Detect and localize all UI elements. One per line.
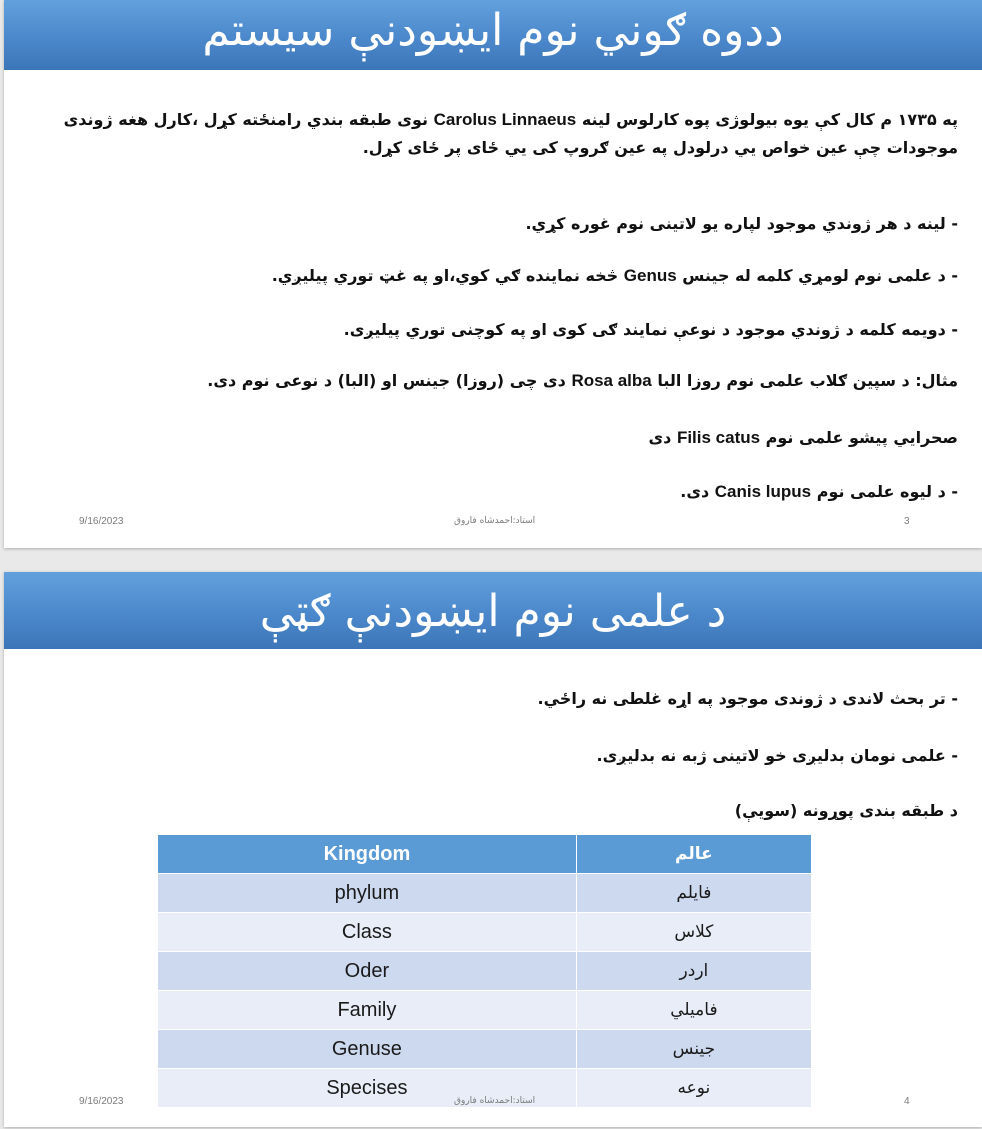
example-felis: صحرایي پیشو علمی نوم Filis catus دی [648,428,958,447]
cell-en: Oder [158,952,577,991]
bullet-1: - لینه د هر ژوندي موجود لپاره یو لاتینی نوم غوره کړي. [525,214,958,233]
table-row [158,874,812,913]
cell-ps: نوعه [576,1069,811,1108]
header-cell-ps: عالم [576,835,811,874]
taxonomy-table [157,834,812,1108]
slide-body [28,689,958,789]
footer-author: استاد:احمدشاه فاروق [454,516,536,526]
cell-en: phylum [158,874,577,913]
cell-ps: فامیلي [576,991,811,1030]
slide-3 [4,0,982,548]
footer-date: 9/16/2023 [79,1096,124,1107]
slide-4 [4,572,982,1127]
table-row [158,952,812,991]
table-header-row [158,835,812,874]
table-row [158,991,812,1030]
example-rosa: مثال: د سپین ګلاب علمی نوم روزا البا Rosa alba دی چی (روزا) جینس او (البا) د نوعی نوم دی. [207,371,958,390]
cell-ps: اردر [576,952,811,991]
table-row [158,1030,812,1069]
intro-paragraph [28,106,958,162]
linnaeus-name: Carolus Linnaeus [433,110,577,129]
cell-ps: جینس [576,1030,811,1069]
slide-title: د علمی نوم ایښودنې ګټې [4,572,982,649]
table-heading: د طبقه بندی پوړونه (سویې) [734,801,958,820]
bullet-1: - تر بحث لاندی د ژوندی موجود په اړه غلطی نه راځي. [537,689,958,708]
cell-en: Class [158,913,577,952]
example-canis: - د لیوه علمی نوم Canis lupus دی. [680,482,958,501]
intro-text-2: نوی طبقه بندي رامنځته کړل ،کارل هغه ژوندی موجودات چې عین خواص یي درلودل په عین ګروپ کی یي ځای پر ځای کړل. [63,110,958,157]
intro-text-1: په ۱۷۳۵ م کال کې یوه بیولوژی پوه کارلوس لینه [581,110,958,129]
table-row [158,913,812,952]
slide-title: ددوه ګوني نوم ایښودنې سیستم [4,0,982,70]
cell-ps: فایلم [576,874,811,913]
footer-page-number: 3 [904,516,910,527]
bullet-3: - دویمه کلمه د ژوندي موجود د نوعې نمایند ګی کوی او په کوچنی توري پیلیږی. [343,320,958,339]
cell-ps: کلاس [576,913,811,952]
cell-en: Specises [158,1069,577,1108]
bullet-2: - د علمی نوم لومړي کلمه له جینس Genus څخه نماینده ګي کوي،او په غټ توري پیلیږي. [271,266,958,285]
slide-body [28,106,958,501]
footer-date: 9/16/2023 [79,516,124,527]
footer-page-number: 4 [904,1096,910,1107]
cell-en: Genuse [158,1030,577,1069]
header-cell-en: Kingdom [158,835,577,874]
footer-author: استاد:احمدشاه فاروق [454,1096,536,1106]
cell-en: Family [158,991,577,1030]
bullet-2: - علمی نومان بدلیږی خو لاتینی ژبه نه بدلیږی. [596,746,958,765]
